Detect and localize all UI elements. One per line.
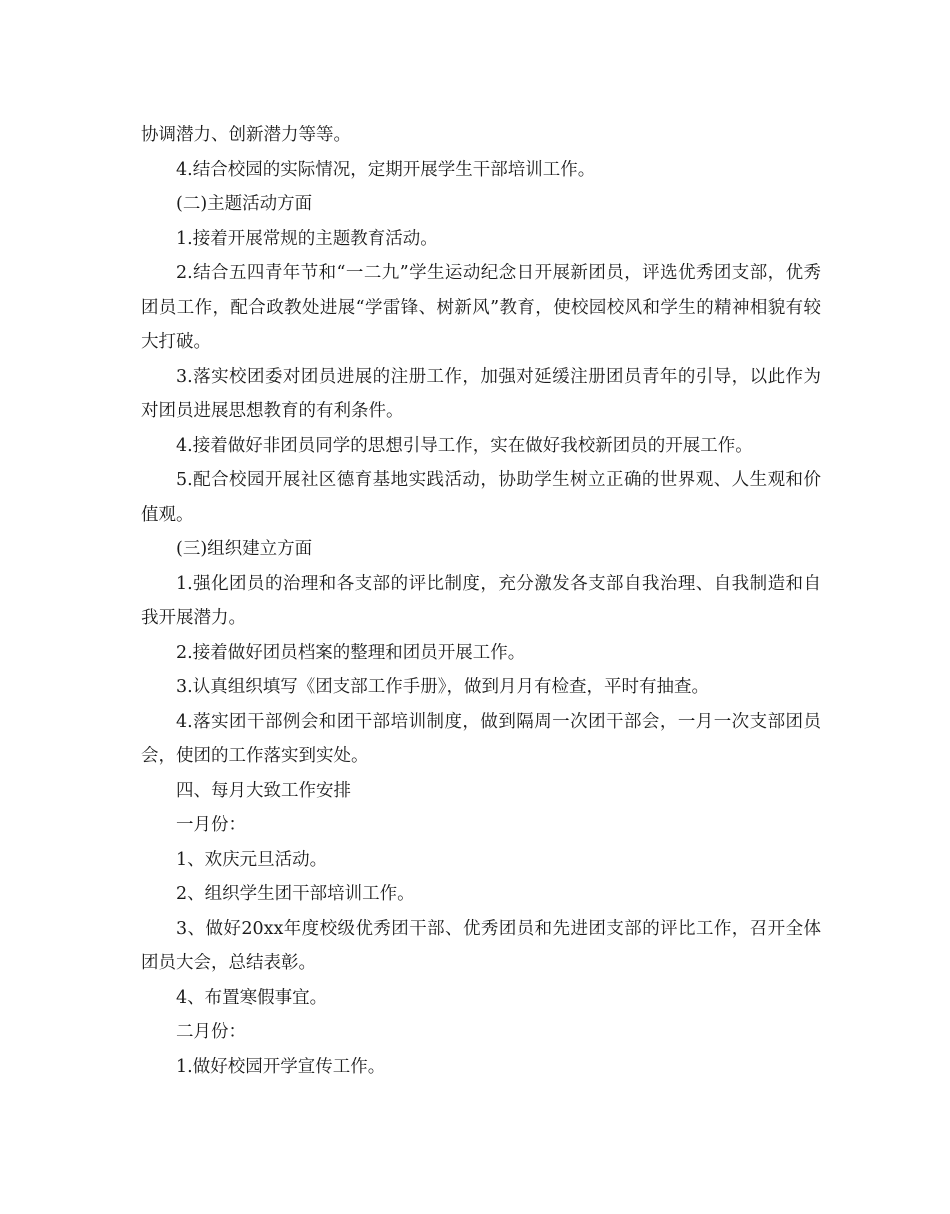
- month-heading: 一月份：: [176, 815, 246, 835]
- paragraph: 2.接着做好团员档案的整理和团员开展工作。: [176, 642, 526, 663]
- paragraph-continuation: 协调潜力、创新潜力等等。: [141, 125, 351, 145]
- paragraph: 4.结合校园的实际情况，定期开展学生干部培训工作。: [176, 159, 596, 180]
- month-heading: 二月份：: [176, 1022, 246, 1042]
- list-item: 4、布置寒假事宜。: [176, 987, 328, 1008]
- paragraph: 4.落实团干部例会和团干部培训制度，做到隔周一次团干部会，一月一次支部团员会，使团的工作落实到实处。: [141, 711, 821, 766]
- list-item: 1、欢庆元旦活动。: [176, 849, 328, 870]
- paragraph: 3.落实校团委对团员进展的注册工作，加强对延缓注册团员青年的引导，以此作为对团员进展思想教育的有利条件。: [141, 366, 821, 421]
- section-heading: (二)主题活动方面: [176, 194, 313, 214]
- paragraph: 3.认真组织填写《团支部工作手册》，做到月月有检查，平时有抽查。: [176, 677, 709, 697]
- section-heading: (三)组织建立方面: [176, 539, 313, 559]
- list-item: 1.做好校园开学宣传工作。: [176, 1056, 386, 1077]
- paragraph: 1.强化团员的治理和各支部的评比制度，充分激发各支部自我治理、自我制造和自我开展潜力。: [141, 573, 821, 628]
- list-item: 3、做好20xx年度校级优秀团干部、优秀团员和先进团支部的评比工作，召开全体团员大会，总结表彰。: [141, 918, 821, 973]
- section-heading: 四、每月大致工作安排: [176, 780, 351, 801]
- list-item: 2、组织学生团干部培训工作。: [176, 884, 415, 904]
- paragraph: 2.结合五四青年节和“一二九”学生运动纪念日开展新团员，评选优秀团支部，优秀团员工作，配合政教处进展“学雷锋、树新风”教育，使校园校风和学生的精神相貌有较大打破。: [141, 263, 821, 352]
- paragraph: 4.接着做好非团员同学的思想引导工作，实在做好我校新团员的开展工作。: [176, 435, 753, 456]
- document-body: [141, 118, 821, 1084]
- paragraph: 1.接着开展常规的主题教育活动。: [176, 228, 438, 249]
- paragraph: 5.配合校园开展社区德育基地实践活动，协助学生树立正确的世界观、人生观和价值观。: [141, 470, 821, 525]
